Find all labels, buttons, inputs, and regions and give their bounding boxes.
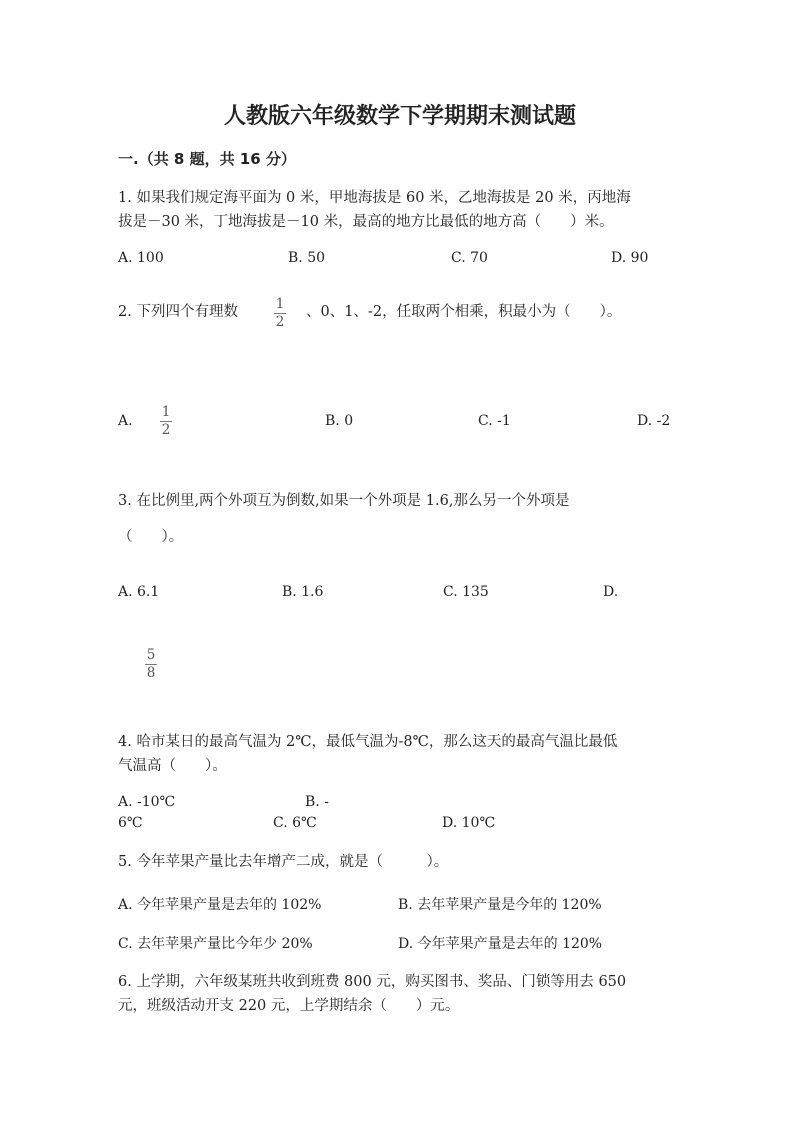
question-3-option-c: C. 135: [443, 584, 489, 600]
question-4-line-2: 气温高（ ）。: [118, 758, 227, 774]
question-1-line-2: 拔是－30 米，丁地海拔是－10 米，最高的地方比最低的地方高（ ）米。: [118, 214, 614, 230]
question-2-option-a-label: A.: [118, 413, 133, 429]
question-1-option-d: D. 90: [611, 250, 649, 266]
question-5-line-1: 5. 今年苹果产量比去年增产二成，就是（ ）。: [118, 854, 449, 870]
fraction-denominator: 8: [146, 665, 156, 681]
question-3-line-2: （ ）。: [118, 529, 184, 545]
question-5-option-b: B. 去年苹果产量是今年的 120%: [398, 897, 602, 913]
question-2-option-a-fraction: [160, 405, 172, 438]
question-2-prefix: 2. 下列四个有理数: [118, 304, 238, 320]
question-6-line-1: 6. 上学期，六年级某班共收到班费 800 元，购买图书、奖品、门锁等用去 650: [118, 974, 627, 990]
question-4-option-b-continued: 6℃: [118, 815, 143, 831]
question-5-option-a: A. 今年苹果产量是去年的 102%: [118, 897, 322, 913]
question-6-line-2: 元，班级活动开支 220 元，上学期结余（ ）元。: [118, 998, 460, 1014]
question-2-option-c: C. -1: [478, 413, 511, 429]
section-header: 一.（共 8 题，共 16 分）: [118, 150, 296, 168]
fraction-numerator: 1: [275, 296, 285, 312]
question-1-line-1: 1. 如果我们规定海平面为 0 米，甲地海拔是 60 米，乙地海拔是 20 米，丙地海: [118, 190, 631, 206]
question-1-option-c: C. 70: [451, 250, 488, 266]
question-4-option-d: D. 10℃: [442, 815, 496, 831]
question-1-option-b: B. 50: [288, 250, 326, 266]
question-4-option-a: A. -10℃: [118, 794, 176, 810]
fraction-numerator: 1: [161, 404, 171, 420]
question-2-fraction: [274, 297, 286, 330]
question-4-line-1: 4. 哈市某日的最高气温为 2℃，最低气温为-8℃，那么这天的最高气温比最低: [118, 734, 618, 750]
question-4-option-b: B. -: [305, 794, 329, 810]
question-1-option-a: A. 100: [118, 250, 164, 266]
question-3-option-a: A. 6.1: [118, 584, 160, 600]
question-3-line-1: 3. 在比例里,两个外项互为倒数,如果一个外项是 1.6,那么另一个外项是: [118, 493, 570, 509]
question-3-option-d-fraction: [145, 648, 157, 681]
question-3-option-d: D.: [603, 584, 619, 600]
question-3-option-b: B. 1.6: [282, 584, 324, 600]
fraction-denominator: 2: [161, 422, 171, 438]
question-2-option-d: D. -2: [637, 413, 671, 429]
question-5-option-d: D. 今年苹果产量是去年的 120%: [398, 936, 603, 952]
question-2-suffix: 、0、1、-2，任取两个相乘，积最小为（ ）。: [306, 304, 622, 320]
question-4-option-c: C. 6℃: [273, 815, 317, 831]
question-5-option-c: C. 去年苹果产量比今年少 20%: [118, 936, 313, 952]
page-title: 人教版六年级数学下学期期末测试题: [223, 104, 576, 129]
fraction-denominator: 2: [275, 314, 285, 330]
question-2-option-b: B. 0: [325, 413, 354, 429]
fraction-numerator: 5: [146, 647, 156, 663]
